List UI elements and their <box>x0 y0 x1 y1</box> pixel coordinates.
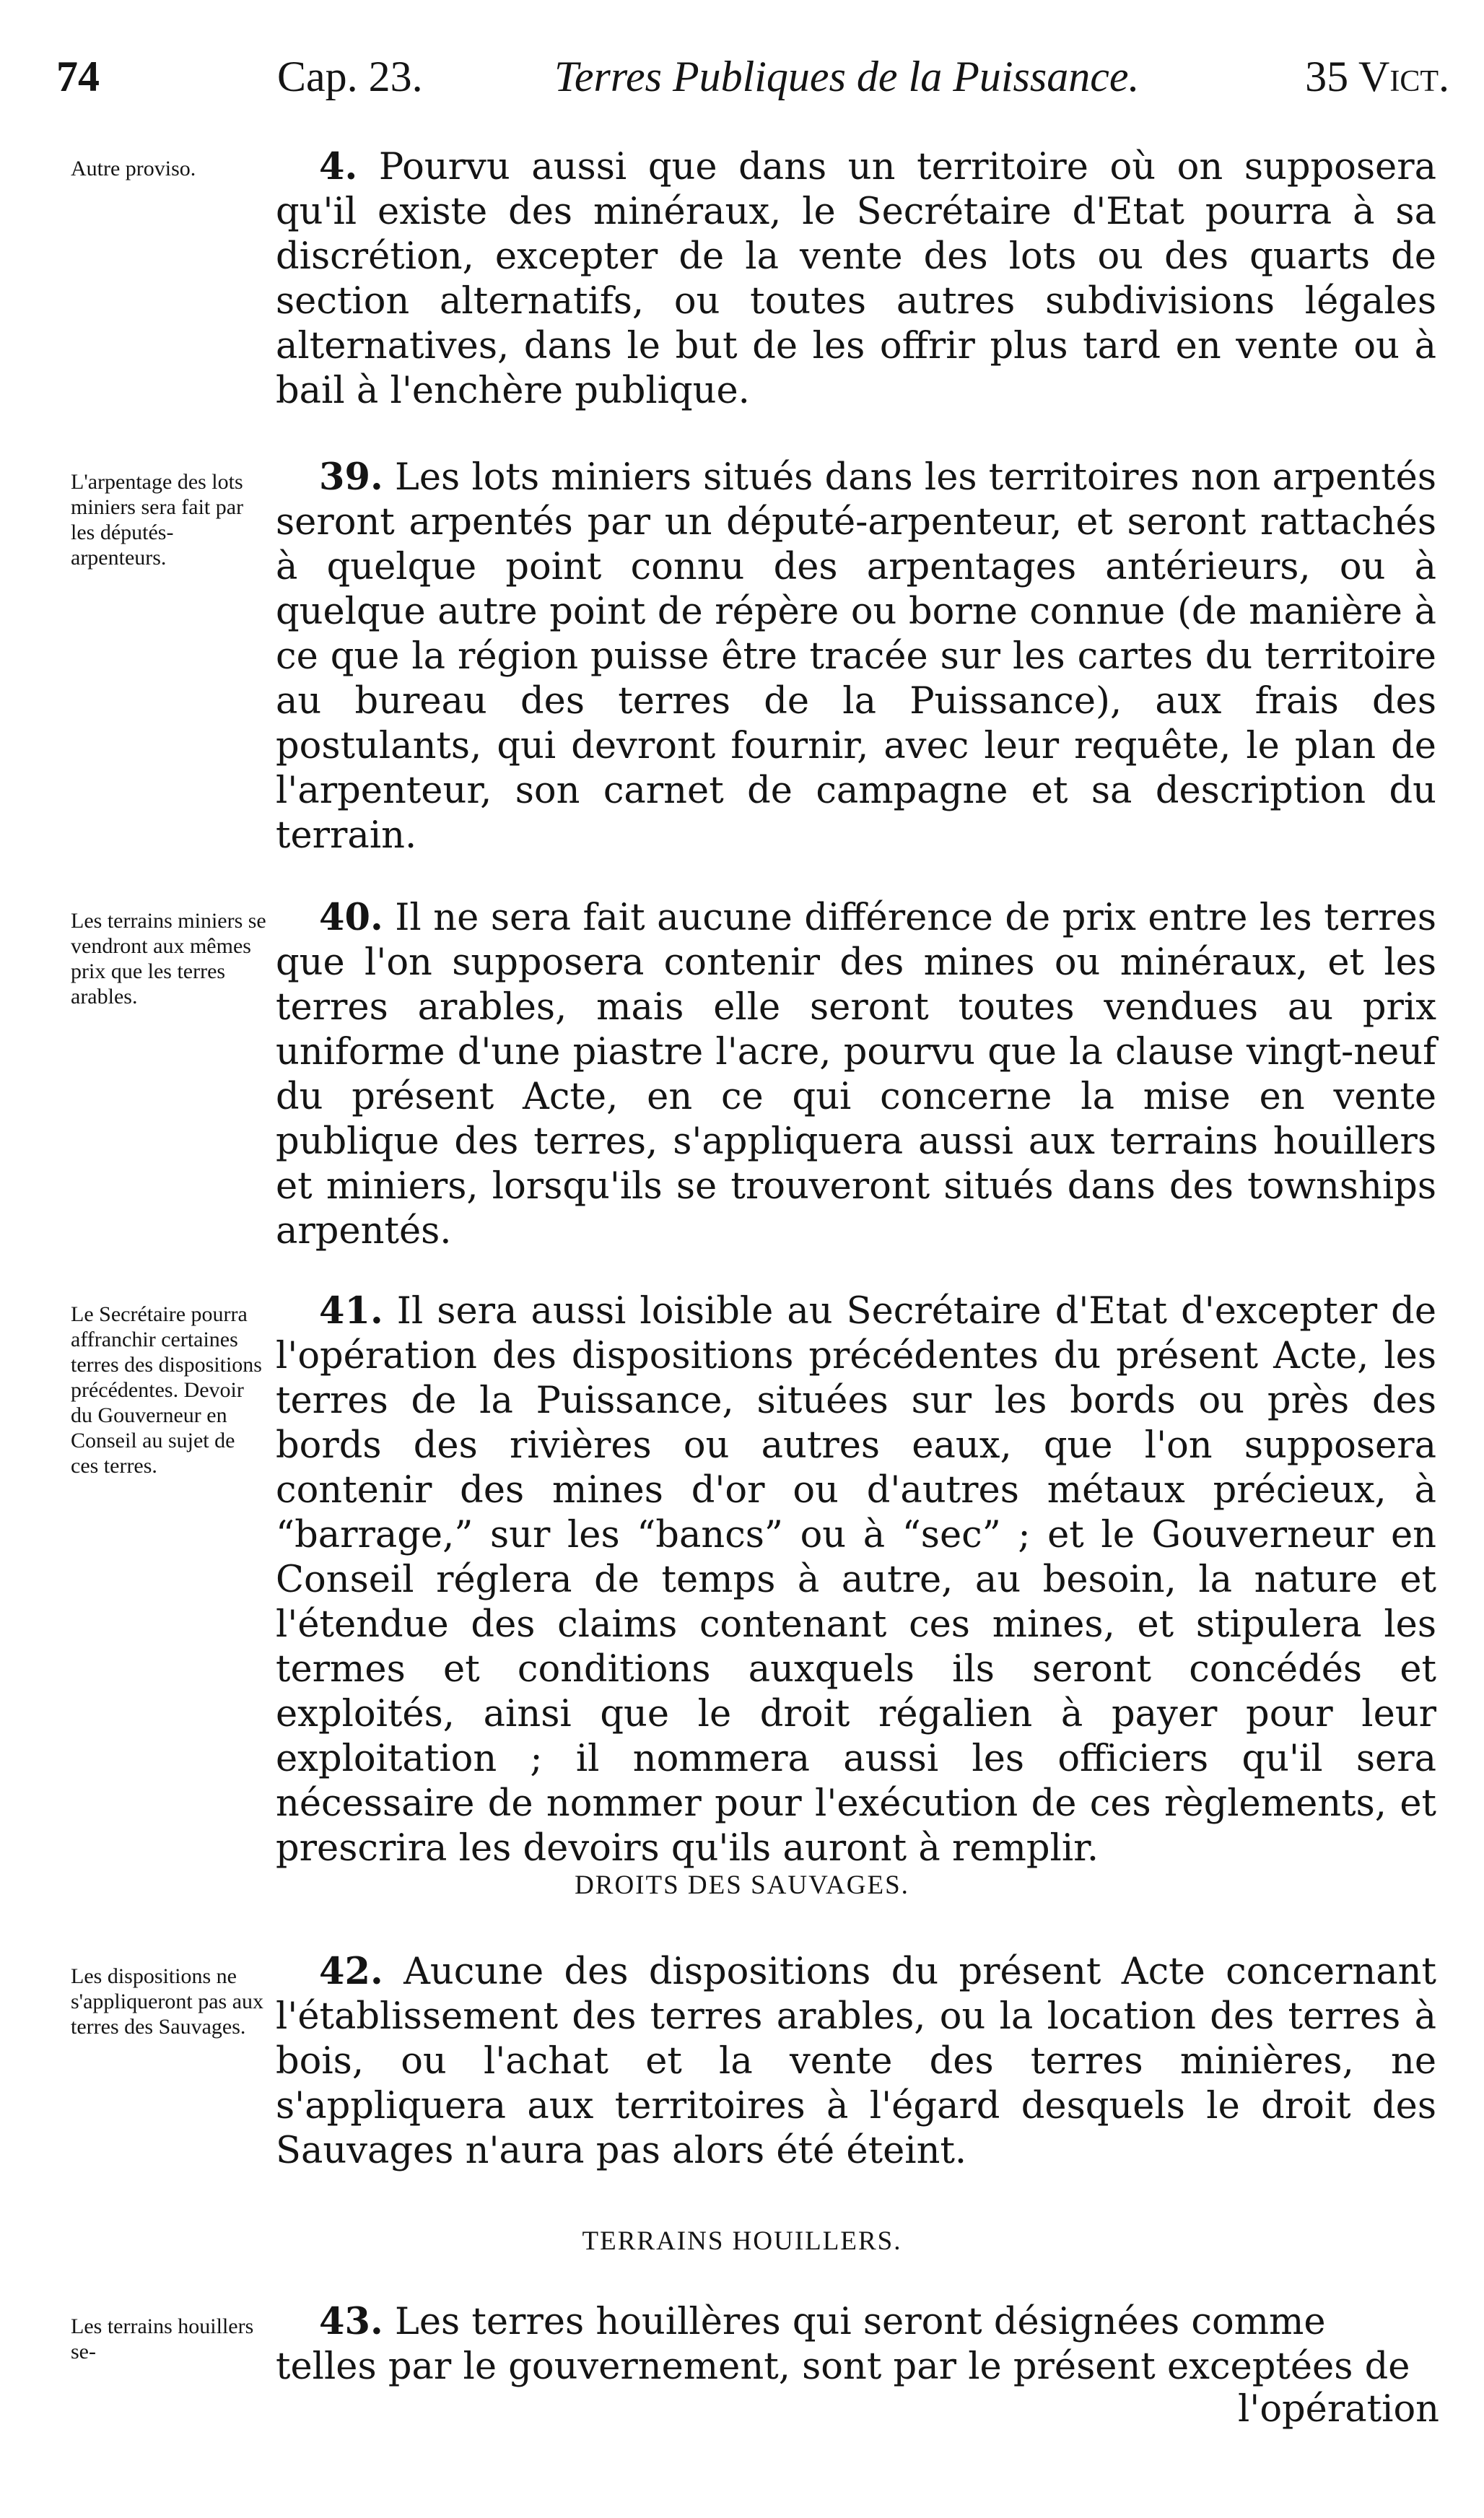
margin-note: Les terrains miniers se vendront aux mêmes prix que les terres arables. <box>71 909 266 1008</box>
section-number: 4. <box>319 145 358 188</box>
chapter-label: Cap. 23. <box>277 53 423 100</box>
section-body <box>276 1949 1436 2174</box>
section-body <box>276 2299 1436 2390</box>
running-header <box>56 43 1449 108</box>
heading-droits-des-sauvages: DROITS DES SAUVAGES. <box>575 1870 909 1900</box>
section-text: Il ne sera fait aucune différence de prix entre les terres que l'on supposera contenir des mines ou minéraux, et les terres arables, mais elle seront toutes vendues au prix uniforme d'une piastre l'acre, pourvu que la clause vingt-neuf du présent Acte, en ce qui concerne la mise en vente publique des terres, s'appliquera aussi aux terrains houillers et miniers, lorsqu'ils se trouveront situés dans des townships arpentés. <box>276 897 1436 1253</box>
section-body <box>276 895 1436 1254</box>
section-number: 40. <box>319 896 383 939</box>
section-number: 41. <box>319 1289 383 1333</box>
section-body <box>276 144 1436 414</box>
catchword: l'opération <box>1237 2388 1439 2431</box>
section-number: 43. <box>319 2300 383 2343</box>
section-body <box>276 455 1436 858</box>
section-text: Les lots miniers situés dans les territoires non arpentés seront arpentés par un député-arpenteur, et seront rattachés à quelque point connu des arpentages antérieurs, ou à quelque autre point de répère ou borne connue (de manière à ce que la région puisse être tracée sur les cartes du territoire au bureau des terres de la Puissance), aux frais des postulants, qui devront fournir, avec leur requête, le plan de l'arpenteur, son carnet de campagne et sa description du terrain. <box>276 456 1436 857</box>
margin-note: L'arpentage des lots miniers sera fait par les députés-arpenteurs. <box>71 470 244 570</box>
section-text: Il sera aussi loisible au Secrétaire d'Etat d'excepter de l'opération des dispositions précédentes du présent Acte, les terres de la Puissance, situées sur les bords ou près des bords des rivières ou autres eaux, que l'on supposera contenir des mines d'or ou d'autres métaux précieux, à “barrage,” sur les “bancs” ou à “sec” ; et le Gouverneur en Conseil réglera de temps à autre, au besoin, la nature et l'étendue des claims contenant ces mines, et stipulera les termes et conditions auxquels ils seront concédés et exploités, ainsi que le droit régalien à payer pour leur exploitation ; il nommera aussi les officiers qu'il sera nécessaire de nommer pour l'exécution de ces règlements, et prescrira les devoirs qu'ils auront à remplir. <box>276 1290 1436 1870</box>
regnal-year: 35 Vict. <box>1305 53 1449 100</box>
running-title: Terres Publiques de la Puissance. <box>554 53 1140 100</box>
section-number: 42. <box>319 1950 383 1993</box>
page-number: 74 <box>56 53 100 100</box>
margin-note: Le Secrétaire pourra affranchir certaines terres des dispositions précédentes. Devoir du Gouverneur en Conseil au sujet de ces terres. <box>71 1302 262 1478</box>
section-text: Les terres houillères qui seront désignées comme telles par le gouvernement, sont par le présent exceptées de <box>276 2301 1410 2388</box>
margin-note: Autre proviso. <box>71 157 196 180</box>
section-number: 39. <box>319 456 383 499</box>
section-body <box>276 1289 1436 1871</box>
section-text: Aucune des dispositions du présent Acte concernant l'établissement des terres arables, ou la location des terres à bois, ou l'achat et la vente des terres minières, ne s'appliquera aux territoires à l'égard desquels le droit des Sauvages n'aura pas alors été éteint. <box>276 1951 1436 2172</box>
margin-note: Les dispositions ne s'appliqueront pas aux terres des Sauvages. <box>71 1964 264 2039</box>
margin-note: Les terrains houillers se- <box>71 2314 254 2364</box>
section-text: Pourvu aussi que dans un territoire où on supposera qu'il existe des minéraux, le Secrétaire d'Etat pourra à sa discrétion, excepter de la vente des lots ou des quarts de section alternatifs, ou toutes autres subdivisions légales alternatives, dans le but de les offrir plus tard en vente ou à bail à l'enchère publique. <box>276 146 1436 412</box>
heading-terrains-houillers: TERRAINS HOUILLERS. <box>582 2226 902 2256</box>
